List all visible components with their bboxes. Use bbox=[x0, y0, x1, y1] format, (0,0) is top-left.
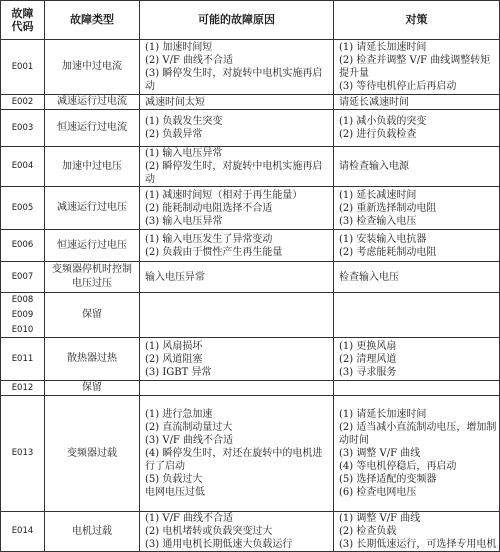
fault-code-cell-line: E010 bbox=[11, 324, 34, 335]
fault-code-cell-line: E005 bbox=[11, 202, 34, 213]
fault-cause-cell-line: (1) 输入电压异常 bbox=[145, 148, 223, 159]
header-measure-label: 对策 bbox=[405, 13, 428, 26]
fault-measure-cell-line: (1) 请延长加速时间 bbox=[339, 409, 427, 420]
fault-type-cell bbox=[45, 262, 140, 292]
fault-cause-cell-line: (3) 瞬停发生时，对旋转中电机实施再启 bbox=[145, 68, 323, 79]
fault-cause-cell-line: (3) IGBT 异常 bbox=[145, 366, 212, 378]
fault-cause-cell-line: (3) 输入电压异常 bbox=[145, 215, 223, 227]
fault-measure-cell-line: 动时间 bbox=[339, 435, 369, 446]
header-code-line1: 故障 bbox=[11, 6, 34, 20]
fault-measure-cell-line: (2) 重新选择制动电阻 bbox=[339, 202, 437, 214]
fault-cause-cell bbox=[140, 110, 334, 146]
fault-type-cell bbox=[45, 512, 140, 551]
fault-type-cell bbox=[45, 147, 140, 186]
fault-cause-cell bbox=[140, 512, 334, 551]
fault-measure-cell bbox=[334, 293, 500, 337]
fault-type-cell-line: 电压过压 bbox=[72, 278, 112, 289]
fault-type-cell-line: 保留 bbox=[82, 382, 102, 393]
fault-code-cell bbox=[0, 262, 45, 292]
fault-measure-cell-line: 提升量 bbox=[339, 68, 369, 79]
fault-measure-cell bbox=[334, 147, 500, 186]
fault-measure-cell-line: (2) 考虑能耗制动电阻 bbox=[339, 246, 437, 258]
fault-cause-cell-line: (1) V/F 曲线不合适 bbox=[145, 513, 234, 524]
fault-code-cell-line: E006 bbox=[11, 240, 34, 250]
fault-type-cell-line: 电机过载 bbox=[72, 525, 112, 537]
fault-type-cell bbox=[45, 396, 140, 511]
fault-cause-cell-line: (2) 负载由于惯性产生再生能量 bbox=[145, 246, 283, 258]
fault-cause-cell bbox=[140, 147, 334, 186]
fault-code-cell-line: E012 bbox=[11, 382, 34, 393]
fault-measure-cell bbox=[334, 512, 500, 551]
fault-type-cell bbox=[45, 338, 140, 380]
fault-measure-cell-line: (2) 检查并调整 V/F 曲线调整转矩 bbox=[339, 55, 491, 66]
fault-measure-cell bbox=[334, 40, 500, 94]
fault-measure-cell bbox=[334, 262, 500, 292]
fault-code-cell-line: E009 bbox=[11, 309, 34, 320]
fault-cause-cell-line: (2) 负载异常 bbox=[145, 129, 203, 140]
table-row bbox=[0, 338, 500, 381]
table-row bbox=[0, 396, 500, 512]
fault-cause-cell-line: 动 bbox=[145, 174, 155, 185]
fault-code-cell-line: E003 bbox=[11, 122, 34, 133]
table-header-row bbox=[0, 0, 500, 40]
fault-measure-cell-line: (2) 检查负载 bbox=[339, 526, 397, 537]
table-row bbox=[0, 110, 500, 147]
fault-measure-cell-line: 请检查输入电源 bbox=[339, 161, 409, 172]
header-measure bbox=[334, 0, 500, 39]
table-row bbox=[0, 293, 500, 338]
fault-code-cell-line: E011 bbox=[11, 353, 34, 364]
fault-measure-cell-line: 请延长减速时间 bbox=[339, 96, 409, 108]
fault-cause-cell-line: (1) 减速时间短（相对于再生能量） bbox=[145, 189, 303, 201]
fault-measure-cell-line: (2) 适当减小直流制动电压，增加制 bbox=[339, 422, 497, 433]
fault-code-cell bbox=[0, 187, 45, 229]
fault-measure-cell-line: (1) 延长减速时间 bbox=[339, 189, 417, 201]
fault-cause-cell-line: (3) 通用电机长期低速大负载运行 bbox=[145, 539, 293, 550]
fault-type-cell-line: 散热器过热 bbox=[67, 353, 117, 364]
fault-cause-cell-line: 输入电压异常 bbox=[145, 271, 205, 283]
fault-measure-cell bbox=[334, 381, 500, 395]
fault-measure-cell-line: (2) 进行负载检查 bbox=[339, 129, 417, 140]
fault-type-cell-line: 保留 bbox=[82, 309, 102, 320]
fault-cause-cell-line: (2) V/F 曲线不合适 bbox=[145, 55, 234, 66]
fault-measure-cell bbox=[334, 110, 500, 146]
fault-code-cell bbox=[0, 381, 45, 395]
fault-code-cell-line: E013 bbox=[11, 448, 34, 458]
fault-cause-cell bbox=[140, 381, 334, 395]
fault-measure-cell-line: (5) 选择适配的变频器 bbox=[339, 474, 437, 485]
table-row bbox=[0, 95, 500, 110]
fault-cause-cell bbox=[140, 187, 334, 229]
fault-code-cell bbox=[0, 396, 45, 511]
fault-cause-cell-line: (3) V/F 曲线不合适 bbox=[145, 435, 234, 446]
fault-type-cell-line: 恒速运行过电流 bbox=[57, 122, 127, 133]
fault-cause-cell bbox=[140, 396, 334, 511]
fault-cause-cell bbox=[140, 338, 334, 380]
header-cause-label: 可能的故障原因 bbox=[198, 13, 275, 26]
fault-cause-cell-line: (4) 瞬停发生时，对还在旋转中的电机进 bbox=[145, 448, 323, 459]
fault-code-cell-line: E007 bbox=[11, 271, 34, 282]
fault-cause-cell-line: (2) 风道阻塞 bbox=[145, 353, 203, 365]
fault-type-cell bbox=[45, 187, 140, 229]
fault-cause-cell-line: (1) 加速时间短 bbox=[145, 42, 213, 53]
fault-code-cell bbox=[0, 95, 45, 109]
fault-type-cell-line: 加速中过电流 bbox=[62, 61, 122, 72]
fault-cause-cell-line: (1) 进行急加速 bbox=[145, 409, 213, 420]
fault-measure-cell-line: (3) 寻求服务 bbox=[339, 366, 397, 378]
fault-measure-cell bbox=[334, 396, 500, 511]
fault-measure-cell-line: (1) 请延长加速时间 bbox=[339, 42, 427, 53]
table-row bbox=[0, 40, 500, 95]
fault-cause-cell-line: (2) 直流制动量过大 bbox=[145, 422, 233, 433]
fault-measure-cell-line: (2) 清理风道 bbox=[339, 353, 397, 365]
fault-cause-cell bbox=[140, 95, 334, 109]
fault-type-cell-line: 变频器停机时控制 bbox=[52, 264, 132, 275]
fault-measure-cell-line: (6) 检查电网电压 bbox=[339, 487, 417, 498]
fault-type-cell-line: 减速运行过电压 bbox=[57, 202, 127, 213]
fault-code-cell-line: E001 bbox=[11, 61, 34, 72]
fault-cause-cell-line: (1) 风扇损坏 bbox=[145, 340, 203, 352]
fault-measure-cell-line: (1) 安装输入电抗器 bbox=[339, 233, 427, 245]
fault-code-cell-line: E008 bbox=[11, 294, 34, 305]
fault-code-cell bbox=[0, 512, 45, 551]
table-row bbox=[0, 147, 500, 187]
table-row bbox=[0, 381, 500, 396]
fault-cause-cell bbox=[140, 262, 334, 292]
fault-type-cell bbox=[45, 95, 140, 109]
fault-code-cell bbox=[0, 40, 45, 94]
table-row bbox=[0, 512, 500, 552]
fault-measure-cell-line: (1) 减小负载的突变 bbox=[339, 116, 427, 127]
fault-code-cell-line: E002 bbox=[11, 96, 34, 107]
fault-measure-cell-line: (3) 检查输入电压 bbox=[339, 215, 417, 227]
fault-type-cell-line: 减速运行过电流 bbox=[57, 96, 127, 107]
fault-type-cell bbox=[45, 230, 140, 261]
header-type-label: 故障类型 bbox=[70, 13, 114, 26]
fault-code-cell bbox=[0, 230, 45, 261]
fault-measure-cell bbox=[334, 230, 500, 261]
fault-type-cell-line: 恒速运行过电压 bbox=[57, 239, 127, 251]
fault-cause-cell-line: (1) 负载发生突变 bbox=[145, 116, 223, 127]
fault-type-cell bbox=[45, 40, 140, 94]
fault-measure-cell bbox=[334, 187, 500, 229]
fault-type-cell bbox=[45, 110, 140, 146]
fault-cause-cell bbox=[140, 293, 334, 337]
header-type bbox=[45, 0, 140, 39]
fault-measure-cell-line: (3) 调整 V/F 曲线 bbox=[339, 448, 421, 459]
table-row bbox=[0, 262, 500, 293]
fault-measure-cell-line: (3) 长期低速运行，可选择专用电机 bbox=[339, 539, 497, 550]
header-cause bbox=[140, 0, 334, 39]
fault-measure-cell bbox=[334, 338, 500, 380]
fault-cause-cell-line: (5) 负载过大 bbox=[145, 474, 203, 485]
fault-cause-cell-line: 行了启动 bbox=[145, 461, 185, 472]
fault-cause-cell bbox=[140, 40, 334, 94]
header-code-line2: 代码 bbox=[11, 19, 34, 33]
table-row bbox=[0, 187, 500, 230]
fault-cause-cell-line: (2) 瞬停发生时，对旋转中电机实施再启 bbox=[145, 161, 323, 172]
fault-cause-cell-line: 电网电压过低 bbox=[145, 487, 205, 498]
fault-type-cell bbox=[45, 381, 140, 395]
header-code bbox=[0, 0, 45, 39]
fault-type-cell-line: 加速中过电压 bbox=[62, 160, 122, 172]
fault-cause-cell-line: 动 bbox=[145, 81, 155, 92]
fault-measure-cell-line: (1) 调整 V/F 曲线 bbox=[339, 513, 421, 524]
fault-code-cell-line: E014 bbox=[11, 526, 34, 536]
fault-measure-cell bbox=[334, 95, 500, 109]
fault-cause-cell-line: (2) 能耗制动电阻选择不合适 bbox=[145, 202, 273, 214]
fault-measure-cell-line: (1) 更换风扇 bbox=[339, 340, 397, 352]
fault-cause-cell-line: 减速时间太短 bbox=[145, 96, 205, 108]
fault-code-cell bbox=[0, 110, 45, 146]
fault-cause-cell bbox=[140, 230, 334, 261]
table-row bbox=[0, 230, 500, 262]
fault-code-cell-line: E004 bbox=[11, 161, 34, 171]
fault-type-cell-line: 变频器过载 bbox=[67, 447, 117, 459]
fault-measure-cell-line: (4) 等电机停稳后，再启动 bbox=[339, 461, 457, 472]
fault-measure-cell-line: (3) 等待电机停止后再启动 bbox=[339, 81, 457, 92]
fault-cause-cell-line: (2) 电机堵转或负载突变过大 bbox=[145, 526, 273, 537]
fault-cause-cell-line: (1) 输入电压发生了异常变动 bbox=[145, 233, 273, 245]
fault-code-cell bbox=[0, 147, 45, 186]
fault-measure-cell-line: 检查输入电压 bbox=[339, 271, 399, 283]
fault-code-cell bbox=[0, 338, 45, 380]
fault-code-cell bbox=[0, 293, 45, 337]
fault-type-cell bbox=[45, 293, 140, 337]
